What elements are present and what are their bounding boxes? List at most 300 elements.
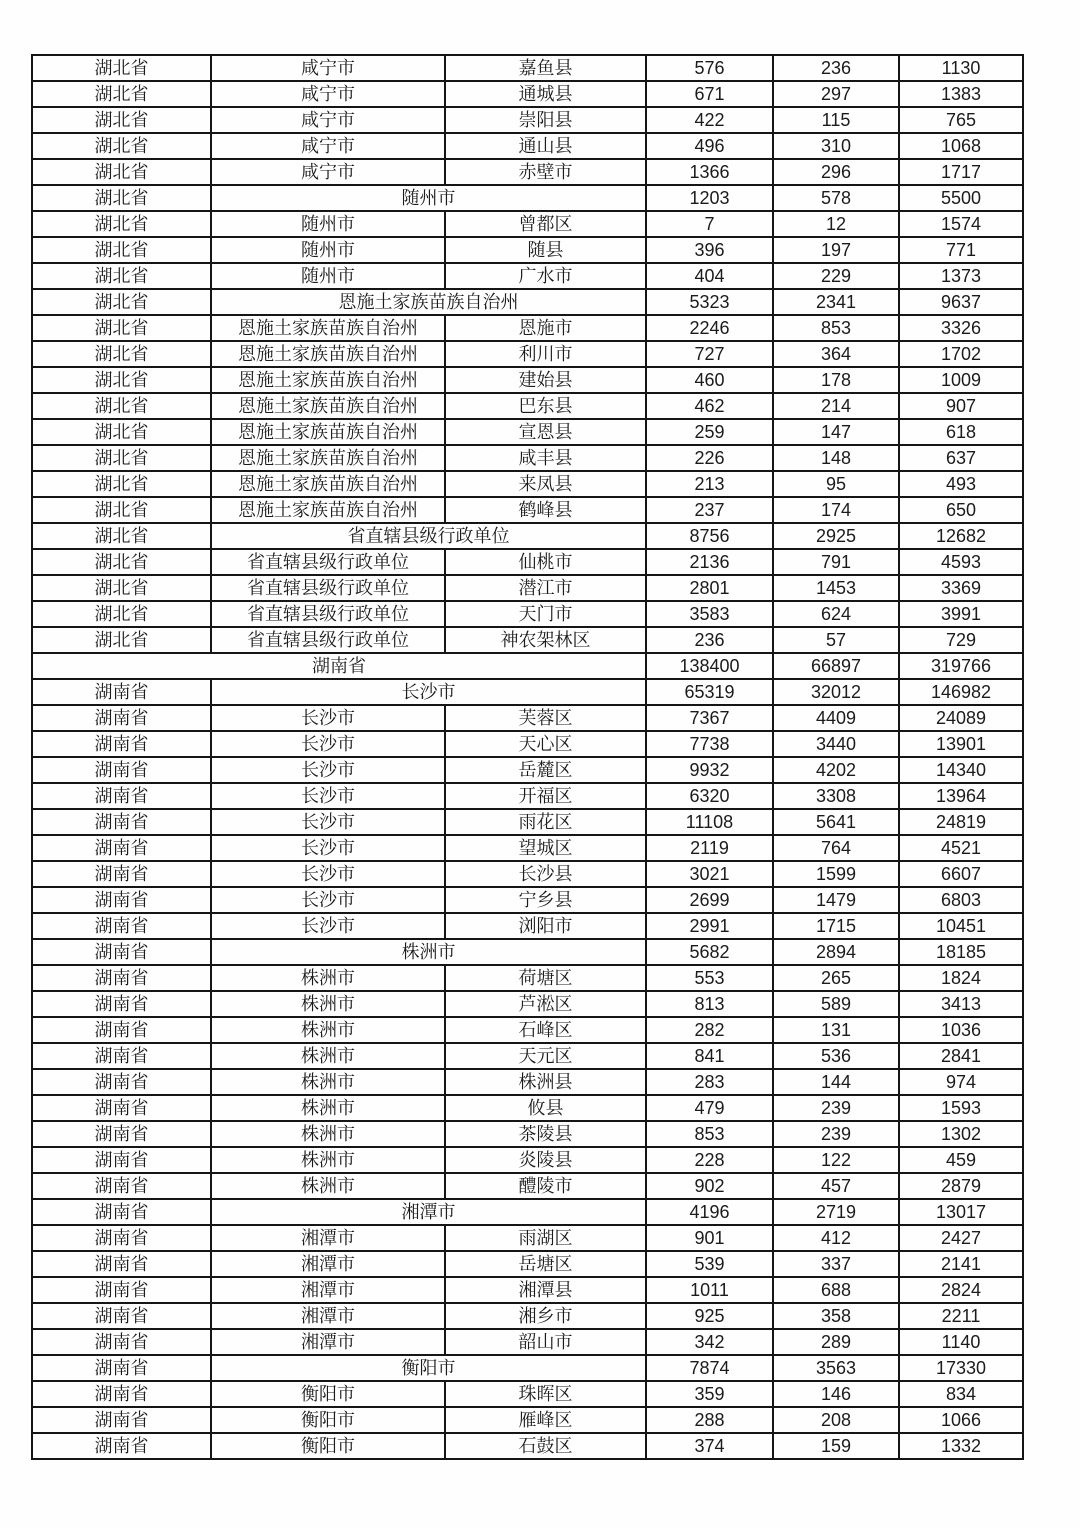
cell-province: 湖南省 bbox=[32, 835, 211, 861]
cell-county: 天元区 bbox=[445, 1043, 646, 1069]
cell-county: 赤壁市 bbox=[445, 159, 646, 185]
cell-county: 开福区 bbox=[445, 783, 646, 809]
cell-county: 攸县 bbox=[445, 1095, 646, 1121]
cell-value-1: 925 bbox=[646, 1303, 773, 1329]
cell-county: 株洲县 bbox=[445, 1069, 646, 1095]
cell-city: 省直辖县级行政单位 bbox=[211, 601, 445, 627]
cell-value-1: 2246 bbox=[646, 315, 773, 341]
cell-value-3: 13901 bbox=[899, 731, 1023, 757]
cell-county: 雨湖区 bbox=[445, 1225, 646, 1251]
cell-county: 望城区 bbox=[445, 835, 646, 861]
table-row bbox=[32, 1303, 1023, 1329]
cell-value-1: 7 bbox=[646, 211, 773, 237]
cell-county: 仙桃市 bbox=[445, 549, 646, 575]
cell-province: 湖南省 bbox=[32, 1017, 211, 1043]
cell-value-2: 95 bbox=[773, 471, 899, 497]
cell-city: 长沙市 bbox=[211, 783, 445, 809]
table-row bbox=[32, 887, 1023, 913]
cell-value-2: 5641 bbox=[773, 809, 899, 835]
cell-value-1: 6320 bbox=[646, 783, 773, 809]
cell-value-3: 14340 bbox=[899, 757, 1023, 783]
cell-value-2: 122 bbox=[773, 1147, 899, 1173]
cell-city: 株洲市 bbox=[211, 1017, 445, 1043]
cell-value-2: 146 bbox=[773, 1381, 899, 1407]
cell-city-subtotal: 湘潭市 bbox=[211, 1199, 646, 1225]
cell-province: 湖南省 bbox=[32, 861, 211, 887]
cell-city-subtotal: 省直辖县级行政单位 bbox=[211, 523, 646, 549]
cell-value-2: 364 bbox=[773, 341, 899, 367]
cell-value-3: 18185 bbox=[899, 939, 1023, 965]
table-row bbox=[32, 133, 1023, 159]
cell-province: 湖北省 bbox=[32, 315, 211, 341]
cell-value-3: 1717 bbox=[899, 159, 1023, 185]
cell-value-1: 2801 bbox=[646, 575, 773, 601]
cell-value-2: 688 bbox=[773, 1277, 899, 1303]
cell-city: 湘潭市 bbox=[211, 1303, 445, 1329]
table-row bbox=[32, 835, 1023, 861]
cell-city: 株洲市 bbox=[211, 1069, 445, 1095]
cell-value-1: 460 bbox=[646, 367, 773, 393]
cell-value-3: 146982 bbox=[899, 679, 1023, 705]
cell-county: 巴东县 bbox=[445, 393, 646, 419]
cell-value-1: 5323 bbox=[646, 289, 773, 315]
cell-value-2: 4409 bbox=[773, 705, 899, 731]
cell-county: 浏阳市 bbox=[445, 913, 646, 939]
cell-value-1: 1011 bbox=[646, 1277, 773, 1303]
cell-province: 湖南省 bbox=[32, 1121, 211, 1147]
cell-province: 湖南省 bbox=[32, 939, 211, 965]
cell-city: 咸宁市 bbox=[211, 81, 445, 107]
cell-city: 长沙市 bbox=[211, 887, 445, 913]
cell-value-2: 3440 bbox=[773, 731, 899, 757]
cell-value-1: 7738 bbox=[646, 731, 773, 757]
cell-value-2: 764 bbox=[773, 835, 899, 861]
table-row bbox=[32, 1251, 1023, 1277]
cell-value-1: 1203 bbox=[646, 185, 773, 211]
cell-value-2: 3308 bbox=[773, 783, 899, 809]
cell-province: 湖北省 bbox=[32, 393, 211, 419]
cell-value-2: 147 bbox=[773, 419, 899, 445]
cell-value-1: 65319 bbox=[646, 679, 773, 705]
cell-value-3: 10451 bbox=[899, 913, 1023, 939]
cell-province: 湖南省 bbox=[32, 1069, 211, 1095]
cell-province: 湖北省 bbox=[32, 497, 211, 523]
cell-county: 崇阳县 bbox=[445, 107, 646, 133]
table-row bbox=[32, 1173, 1023, 1199]
cell-value-2: 412 bbox=[773, 1225, 899, 1251]
cell-city: 湘潭市 bbox=[211, 1329, 445, 1355]
cell-value-3: 13964 bbox=[899, 783, 1023, 809]
cell-city: 株洲市 bbox=[211, 1043, 445, 1069]
cell-value-1: 228 bbox=[646, 1147, 773, 1173]
cell-value-3: 1009 bbox=[899, 367, 1023, 393]
table-row bbox=[32, 991, 1023, 1017]
cell-value-3: 6607 bbox=[899, 861, 1023, 887]
cell-value-2: 239 bbox=[773, 1121, 899, 1147]
cell-county: 天心区 bbox=[445, 731, 646, 757]
table-row bbox=[32, 237, 1023, 263]
cell-city: 长沙市 bbox=[211, 913, 445, 939]
cell-province: 湖北省 bbox=[32, 549, 211, 575]
table-row bbox=[32, 523, 1023, 549]
cell-value-2: 174 bbox=[773, 497, 899, 523]
cell-value-2: 337 bbox=[773, 1251, 899, 1277]
cell-province-total: 湖南省 bbox=[32, 653, 646, 679]
cell-province: 湖南省 bbox=[32, 1277, 211, 1303]
cell-province: 湖南省 bbox=[32, 1147, 211, 1173]
cell-value-2: 589 bbox=[773, 991, 899, 1017]
cell-county: 醴陵市 bbox=[445, 1173, 646, 1199]
cell-city: 恩施土家族苗族自治州 bbox=[211, 315, 445, 341]
cell-value-3: 771 bbox=[899, 237, 1023, 263]
cell-province: 湖北省 bbox=[32, 133, 211, 159]
cell-city: 咸宁市 bbox=[211, 107, 445, 133]
table-row bbox=[32, 809, 1023, 835]
cell-value-3: 2841 bbox=[899, 1043, 1023, 1069]
table-row bbox=[32, 185, 1023, 211]
cell-value-3: 493 bbox=[899, 471, 1023, 497]
cell-value-1: 727 bbox=[646, 341, 773, 367]
cell-value-2: 2925 bbox=[773, 523, 899, 549]
cell-province: 湖北省 bbox=[32, 341, 211, 367]
cell-value-3: 1373 bbox=[899, 263, 1023, 289]
table-row bbox=[32, 757, 1023, 783]
cell-value-2: 12 bbox=[773, 211, 899, 237]
cell-value-3: 1130 bbox=[899, 55, 1023, 81]
cell-value-3: 637 bbox=[899, 445, 1023, 471]
cell-city: 省直辖县级行政单位 bbox=[211, 549, 445, 575]
cell-value-1: 396 bbox=[646, 237, 773, 263]
table-row bbox=[32, 1147, 1023, 1173]
cell-county: 咸丰县 bbox=[445, 445, 646, 471]
admin-division-stats-table bbox=[31, 54, 1024, 1460]
cell-province: 湖南省 bbox=[32, 1199, 211, 1225]
cell-value-3: 17330 bbox=[899, 1355, 1023, 1381]
cell-value-1: 841 bbox=[646, 1043, 773, 1069]
cell-value-3: 4521 bbox=[899, 835, 1023, 861]
cell-value-2: 1599 bbox=[773, 861, 899, 887]
cell-county: 天门市 bbox=[445, 601, 646, 627]
table-row bbox=[32, 1121, 1023, 1147]
cell-value-1: 7367 bbox=[646, 705, 773, 731]
cell-value-1: 8756 bbox=[646, 523, 773, 549]
cell-province: 湖北省 bbox=[32, 471, 211, 497]
cell-province: 湖北省 bbox=[32, 55, 211, 81]
cell-value-2: 214 bbox=[773, 393, 899, 419]
cell-city: 随州市 bbox=[211, 237, 445, 263]
cell-city: 省直辖县级行政单位 bbox=[211, 575, 445, 601]
table-row bbox=[32, 263, 1023, 289]
cell-province: 湖北省 bbox=[32, 81, 211, 107]
cell-city: 恩施土家族苗族自治州 bbox=[211, 419, 445, 445]
cell-value-3: 1383 bbox=[899, 81, 1023, 107]
cell-value-1: 671 bbox=[646, 81, 773, 107]
cell-county: 长沙县 bbox=[445, 861, 646, 887]
table-row bbox=[32, 913, 1023, 939]
cell-province: 湖北省 bbox=[32, 367, 211, 393]
cell-city: 随州市 bbox=[211, 263, 445, 289]
cell-city: 恩施土家族苗族自治州 bbox=[211, 393, 445, 419]
cell-province: 湖北省 bbox=[32, 627, 211, 653]
cell-value-1: 462 bbox=[646, 393, 773, 419]
cell-county: 恩施市 bbox=[445, 315, 646, 341]
table-row bbox=[32, 211, 1023, 237]
cell-value-3: 319766 bbox=[899, 653, 1023, 679]
table-row bbox=[32, 1355, 1023, 1381]
cell-value-3: 1332 bbox=[899, 1433, 1023, 1459]
cell-value-2: 229 bbox=[773, 263, 899, 289]
table-row bbox=[32, 653, 1023, 679]
table-row bbox=[32, 1199, 1023, 1225]
table-row bbox=[32, 55, 1023, 81]
cell-province: 湖南省 bbox=[32, 1043, 211, 1069]
cell-county: 雨花区 bbox=[445, 809, 646, 835]
cell-value-1: 359 bbox=[646, 1381, 773, 1407]
cell-value-1: 7874 bbox=[646, 1355, 773, 1381]
cell-county: 韶山市 bbox=[445, 1329, 646, 1355]
cell-city: 衡阳市 bbox=[211, 1407, 445, 1433]
cell-city-subtotal: 长沙市 bbox=[211, 679, 646, 705]
cell-city: 恩施土家族苗族自治州 bbox=[211, 445, 445, 471]
cell-value-2: 57 bbox=[773, 627, 899, 653]
cell-city-subtotal: 随州市 bbox=[211, 185, 646, 211]
cell-value-2: 144 bbox=[773, 1069, 899, 1095]
table-row bbox=[32, 783, 1023, 809]
cell-city: 湘潭市 bbox=[211, 1277, 445, 1303]
cell-county: 珠晖区 bbox=[445, 1381, 646, 1407]
cell-city: 长沙市 bbox=[211, 757, 445, 783]
cell-value-2: 208 bbox=[773, 1407, 899, 1433]
cell-value-3: 3413 bbox=[899, 991, 1023, 1017]
cell-value-3: 1036 bbox=[899, 1017, 1023, 1043]
cell-value-1: 374 bbox=[646, 1433, 773, 1459]
cell-value-1: 3021 bbox=[646, 861, 773, 887]
cell-value-1: 2991 bbox=[646, 913, 773, 939]
cell-county: 鹤峰县 bbox=[445, 497, 646, 523]
cell-value-2: 2894 bbox=[773, 939, 899, 965]
cell-value-1: 1366 bbox=[646, 159, 773, 185]
cell-county: 曾都区 bbox=[445, 211, 646, 237]
cell-value-1: 422 bbox=[646, 107, 773, 133]
table-row bbox=[32, 731, 1023, 757]
table-row bbox=[32, 289, 1023, 315]
cell-value-3: 1066 bbox=[899, 1407, 1023, 1433]
cell-county: 嘉鱼县 bbox=[445, 55, 646, 81]
table-row bbox=[32, 1043, 1023, 1069]
cell-value-3: 2211 bbox=[899, 1303, 1023, 1329]
cell-value-1: 813 bbox=[646, 991, 773, 1017]
cell-value-2: 159 bbox=[773, 1433, 899, 1459]
cell-value-2: 236 bbox=[773, 55, 899, 81]
cell-value-1: 901 bbox=[646, 1225, 773, 1251]
table-row bbox=[32, 1225, 1023, 1251]
table-row bbox=[32, 1069, 1023, 1095]
cell-province: 湖南省 bbox=[32, 705, 211, 731]
cell-value-3: 2879 bbox=[899, 1173, 1023, 1199]
cell-county: 利川市 bbox=[445, 341, 646, 367]
cell-value-3: 13017 bbox=[899, 1199, 1023, 1225]
cell-city: 恩施土家族苗族自治州 bbox=[211, 367, 445, 393]
cell-value-2: 791 bbox=[773, 549, 899, 575]
table-row bbox=[32, 1329, 1023, 1355]
cell-city: 恩施土家族苗族自治州 bbox=[211, 341, 445, 367]
cell-value-2: 296 bbox=[773, 159, 899, 185]
cell-city: 湘潭市 bbox=[211, 1251, 445, 1277]
cell-city: 咸宁市 bbox=[211, 55, 445, 81]
cell-province: 湖北省 bbox=[32, 107, 211, 133]
cell-value-3: 834 bbox=[899, 1381, 1023, 1407]
table-row bbox=[32, 159, 1023, 185]
cell-county: 神农架林区 bbox=[445, 627, 646, 653]
cell-value-3: 765 bbox=[899, 107, 1023, 133]
cell-county: 湘乡市 bbox=[445, 1303, 646, 1329]
cell-value-2: 2341 bbox=[773, 289, 899, 315]
cell-city: 随州市 bbox=[211, 211, 445, 237]
table-row bbox=[32, 549, 1023, 575]
cell-value-2: 66897 bbox=[773, 653, 899, 679]
cell-province: 湖北省 bbox=[32, 263, 211, 289]
cell-county: 来凤县 bbox=[445, 471, 646, 497]
cell-county: 湘潭县 bbox=[445, 1277, 646, 1303]
cell-value-2: 457 bbox=[773, 1173, 899, 1199]
cell-value-1: 237 bbox=[646, 497, 773, 523]
cell-province: 湖南省 bbox=[32, 1173, 211, 1199]
cell-city: 株洲市 bbox=[211, 965, 445, 991]
cell-county: 岳塘区 bbox=[445, 1251, 646, 1277]
cell-county: 建始县 bbox=[445, 367, 646, 393]
table-row bbox=[32, 1095, 1023, 1121]
cell-city: 株洲市 bbox=[211, 1121, 445, 1147]
cell-value-3: 3991 bbox=[899, 601, 1023, 627]
cell-province: 湖南省 bbox=[32, 1407, 211, 1433]
cell-city: 长沙市 bbox=[211, 835, 445, 861]
cell-city: 长沙市 bbox=[211, 861, 445, 887]
cell-value-2: 536 bbox=[773, 1043, 899, 1069]
cell-value-3: 974 bbox=[899, 1069, 1023, 1095]
cell-value-1: 5682 bbox=[646, 939, 773, 965]
cell-value-1: 11108 bbox=[646, 809, 773, 835]
cell-value-1: 288 bbox=[646, 1407, 773, 1433]
cell-value-3: 2427 bbox=[899, 1225, 1023, 1251]
cell-value-1: 138400 bbox=[646, 653, 773, 679]
cell-value-1: 282 bbox=[646, 1017, 773, 1043]
cell-value-2: 358 bbox=[773, 1303, 899, 1329]
cell-value-3: 6803 bbox=[899, 887, 1023, 913]
cell-value-2: 148 bbox=[773, 445, 899, 471]
cell-value-1: 404 bbox=[646, 263, 773, 289]
table-row bbox=[32, 679, 1023, 705]
cell-county: 石鼓区 bbox=[445, 1433, 646, 1459]
cell-value-3: 1302 bbox=[899, 1121, 1023, 1147]
table-row bbox=[32, 341, 1023, 367]
cell-value-1: 496 bbox=[646, 133, 773, 159]
table-row bbox=[32, 445, 1023, 471]
table-row bbox=[32, 497, 1023, 523]
cell-city: 咸宁市 bbox=[211, 159, 445, 185]
cell-value-3: 5500 bbox=[899, 185, 1023, 211]
cell-value-2: 624 bbox=[773, 601, 899, 627]
cell-value-3: 618 bbox=[899, 419, 1023, 445]
cell-value-1: 576 bbox=[646, 55, 773, 81]
cell-value-2: 3563 bbox=[773, 1355, 899, 1381]
cell-city: 衡阳市 bbox=[211, 1433, 445, 1459]
cell-province: 湖南省 bbox=[32, 965, 211, 991]
cell-value-1: 553 bbox=[646, 965, 773, 991]
cell-county: 广水市 bbox=[445, 263, 646, 289]
table-row bbox=[32, 315, 1023, 341]
cell-value-3: 4593 bbox=[899, 549, 1023, 575]
cell-value-2: 265 bbox=[773, 965, 899, 991]
cell-county: 随县 bbox=[445, 237, 646, 263]
table-row bbox=[32, 627, 1023, 653]
cell-value-3: 3369 bbox=[899, 575, 1023, 601]
cell-value-3: 729 bbox=[899, 627, 1023, 653]
cell-province: 湖南省 bbox=[32, 1433, 211, 1459]
cell-county: 雁峰区 bbox=[445, 1407, 646, 1433]
cell-value-3: 1140 bbox=[899, 1329, 1023, 1355]
cell-city-subtotal: 恩施土家族苗族自治州 bbox=[211, 289, 646, 315]
cell-province: 湖北省 bbox=[32, 159, 211, 185]
cell-city-subtotal: 衡阳市 bbox=[211, 1355, 646, 1381]
cell-value-3: 24089 bbox=[899, 705, 1023, 731]
cell-county: 宁乡县 bbox=[445, 887, 646, 913]
cell-value-3: 650 bbox=[899, 497, 1023, 523]
cell-province: 湖南省 bbox=[32, 1251, 211, 1277]
cell-city: 恩施土家族苗族自治州 bbox=[211, 471, 445, 497]
cell-province: 湖北省 bbox=[32, 445, 211, 471]
cell-value-2: 197 bbox=[773, 237, 899, 263]
cell-county: 潜江市 bbox=[445, 575, 646, 601]
cell-province: 湖南省 bbox=[32, 1303, 211, 1329]
cell-value-2: 115 bbox=[773, 107, 899, 133]
table-row bbox=[32, 1381, 1023, 1407]
table-row bbox=[32, 393, 1023, 419]
cell-value-2: 32012 bbox=[773, 679, 899, 705]
cell-province: 湖南省 bbox=[32, 1095, 211, 1121]
cell-value-3: 459 bbox=[899, 1147, 1023, 1173]
cell-city: 湘潭市 bbox=[211, 1225, 445, 1251]
cell-value-1: 3583 bbox=[646, 601, 773, 627]
cell-city: 株洲市 bbox=[211, 1147, 445, 1173]
cell-city: 长沙市 bbox=[211, 731, 445, 757]
table-row bbox=[32, 367, 1023, 393]
cell-province: 湖北省 bbox=[32, 419, 211, 445]
cell-province: 湖南省 bbox=[32, 679, 211, 705]
cell-value-3: 3326 bbox=[899, 315, 1023, 341]
cell-value-2: 578 bbox=[773, 185, 899, 211]
cell-city: 恩施土家族苗族自治州 bbox=[211, 497, 445, 523]
cell-value-2: 289 bbox=[773, 1329, 899, 1355]
cell-value-3: 1574 bbox=[899, 211, 1023, 237]
cell-value-3: 1593 bbox=[899, 1095, 1023, 1121]
cell-value-1: 2699 bbox=[646, 887, 773, 913]
table-row bbox=[32, 1433, 1023, 1459]
table-row bbox=[32, 575, 1023, 601]
cell-value-1: 853 bbox=[646, 1121, 773, 1147]
cell-value-3: 9637 bbox=[899, 289, 1023, 315]
cell-county: 石峰区 bbox=[445, 1017, 646, 1043]
cell-province: 湖南省 bbox=[32, 991, 211, 1017]
cell-value-1: 9932 bbox=[646, 757, 773, 783]
cell-value-2: 1479 bbox=[773, 887, 899, 913]
cell-province: 湖南省 bbox=[32, 1329, 211, 1355]
table-row bbox=[32, 107, 1023, 133]
cell-province: 湖北省 bbox=[32, 289, 211, 315]
cell-value-1: 2136 bbox=[646, 549, 773, 575]
cell-county: 宣恩县 bbox=[445, 419, 646, 445]
cell-value-1: 2119 bbox=[646, 835, 773, 861]
cell-city: 衡阳市 bbox=[211, 1381, 445, 1407]
